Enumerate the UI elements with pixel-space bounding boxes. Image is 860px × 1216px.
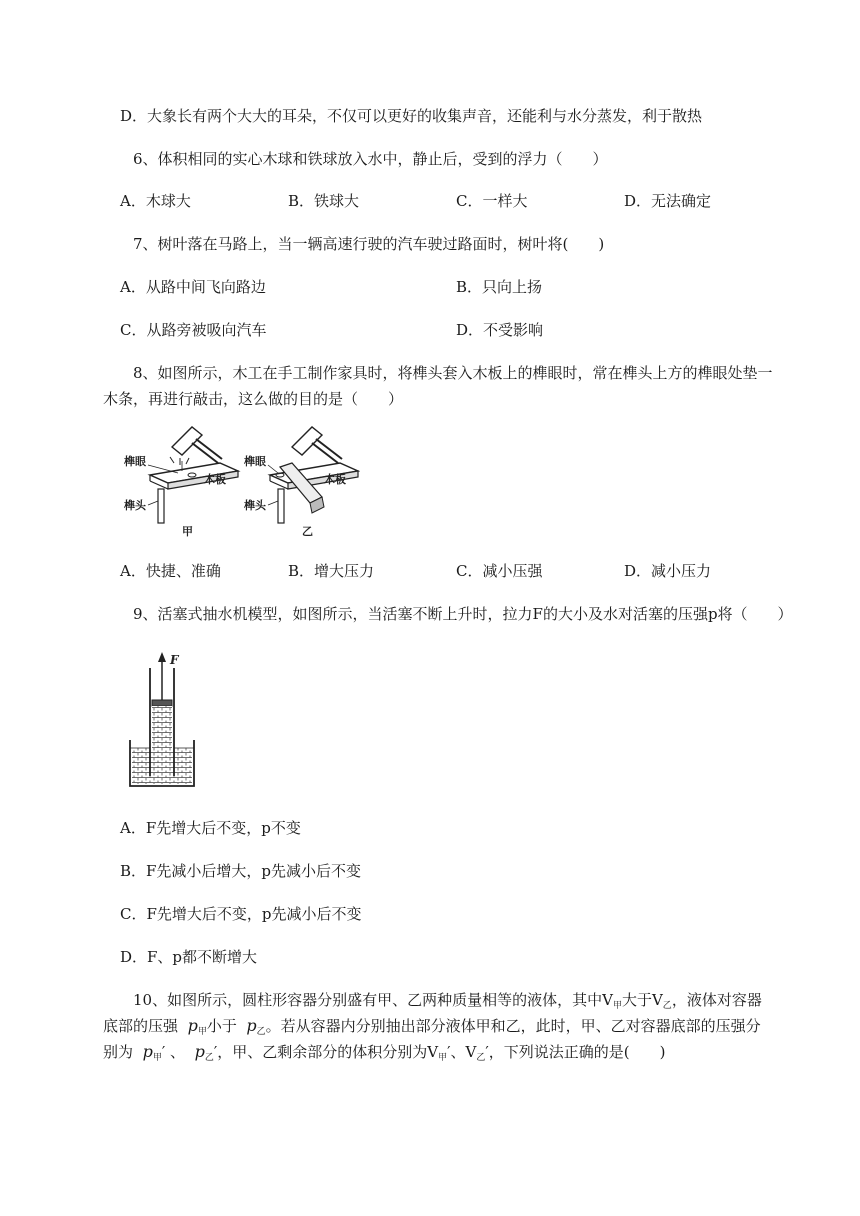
- q5-option-d: D．大象长有两个大大的耳朵，不仅可以更好的收集声音，还能利与水分蒸发，利于散热: [120, 107, 703, 125]
- q10-prime-2: ′: [213, 1043, 218, 1061]
- q8-option-b: B．增大压力: [288, 562, 375, 580]
- caption-jia: 甲: [182, 525, 193, 538]
- label-board-right: 木板: [324, 473, 346, 486]
- q10-sub-jia-4: 甲: [438, 1053, 448, 1063]
- q6-option-b: B．铁球大: [288, 192, 360, 210]
- q8-option-c: C．减小压强: [456, 562, 543, 580]
- q7-option-b: B．只向上扬: [456, 278, 543, 296]
- q9-option-c: C．F先增大后不变，p先减小后不变: [120, 905, 362, 923]
- caption-yi: 乙: [302, 525, 313, 538]
- q10-line2-b: 小于: [206, 1017, 237, 1035]
- q10-line3-b: ，甲、乙剩余部分的体积分别为V: [217, 1043, 439, 1061]
- q10-line3-c: 、V: [450, 1043, 477, 1061]
- q10-line1-c: ，液体对容器: [671, 991, 762, 1009]
- label-mortise-right: 榫眼: [244, 455, 266, 468]
- q10-sub-yi-3: 乙: [204, 1053, 214, 1063]
- q10-sub-jia: 甲: [612, 1001, 622, 1011]
- q10-line2-c: 。若从容器内分别抽出部分液体甲和乙，此时，甲、乙对容器底部的压强分: [265, 1017, 761, 1035]
- q6-stem: 6、体积相同的实心木球和铁球放入水中，静止后，受到的浮力（ ）: [133, 150, 608, 168]
- label-tenon-right: 榫头: [244, 499, 266, 512]
- q8-option-a: A．快捷、准确: [120, 562, 221, 580]
- q10-p-symbol-2: p: [246, 1016, 257, 1035]
- q9-option-b: B．F先减小后增大，p先减小后不变: [120, 862, 362, 880]
- q9-option-a: A．F先增大后不变，p不变: [120, 819, 301, 837]
- q10-sep-1: 、: [170, 1043, 186, 1061]
- q10-line3-a: 别为: [103, 1043, 134, 1061]
- q10-sub-jia-2: 甲: [197, 1027, 207, 1037]
- q6-option-a: A．木球大: [120, 192, 191, 210]
- q10-line1: [133, 990, 762, 1013]
- q10-line1-b: 大于V: [621, 991, 663, 1009]
- q10-line2: [103, 1016, 761, 1039]
- q10-sub-yi-2: 乙: [256, 1027, 266, 1037]
- q8-figure: [120, 425, 360, 545]
- q6-option-c: C．一样大: [456, 192, 528, 210]
- q8-stem-line1: 8、如图所示，木工在手工制作家具时，将榫头套入木板上的榫眼时，常在榫头上方的榫眼处垫一: [133, 364, 773, 382]
- q10-line3-d: ，下列说法正确的是( ): [488, 1043, 666, 1061]
- label-tenon-left: 榫头: [124, 499, 146, 512]
- q10-line1-a: 10、如图所示，圆柱形容器分别盛有甲、乙两种质量相等的液体，其中V: [133, 991, 613, 1009]
- q10-sub-yi: 乙: [662, 1001, 672, 1011]
- q10-p-symbol-1: p: [187, 1016, 198, 1035]
- q10-prime-1: ′: [161, 1043, 166, 1061]
- q7-option-a: A．从路中间飞向路边: [120, 278, 266, 296]
- label-mortise-left: 榫眼: [124, 455, 146, 468]
- q6-option-d: D．无法确定: [624, 192, 712, 210]
- q9-figure: [128, 648, 198, 790]
- q9-stem: 9、活塞式抽水机模型，如图所示，当活塞不断上升时，拉力F的大小及水对活塞的压强p将（ ）: [133, 605, 793, 623]
- q7-stem: 7、树叶落在马路上，当一辆高速行驶的汽车驶过路面时，树叶将( ): [133, 235, 605, 253]
- q7-option-d: D．不受影响: [456, 321, 544, 339]
- figure-yi: [243, 427, 358, 538]
- q10-p-symbol-4: p: [194, 1042, 205, 1061]
- figure-jia: [123, 427, 238, 538]
- q7-option-c: C．从路旁被吸向汽车: [120, 321, 267, 339]
- q10-p-symbol-3: p: [142, 1042, 153, 1061]
- q10-sub-yi-4: 乙: [476, 1053, 486, 1063]
- q10-prime-3: ′: [447, 1043, 451, 1061]
- q10-sub-jia-3: 甲: [152, 1053, 162, 1063]
- q9-option-d: D．F、p都不断增大: [120, 948, 258, 966]
- label-board-left: 木板: [204, 473, 226, 486]
- q10-line3: [103, 1042, 666, 1065]
- q10-prime-4: ′: [485, 1043, 489, 1061]
- q8-stem-line2: 木条，再进行敲击，这么做的目的是（ ）: [103, 390, 404, 408]
- q10-line2-a: 底部的压强: [103, 1017, 179, 1035]
- q8-option-d: D．减小压力: [624, 562, 712, 580]
- force-label: F: [170, 653, 179, 667]
